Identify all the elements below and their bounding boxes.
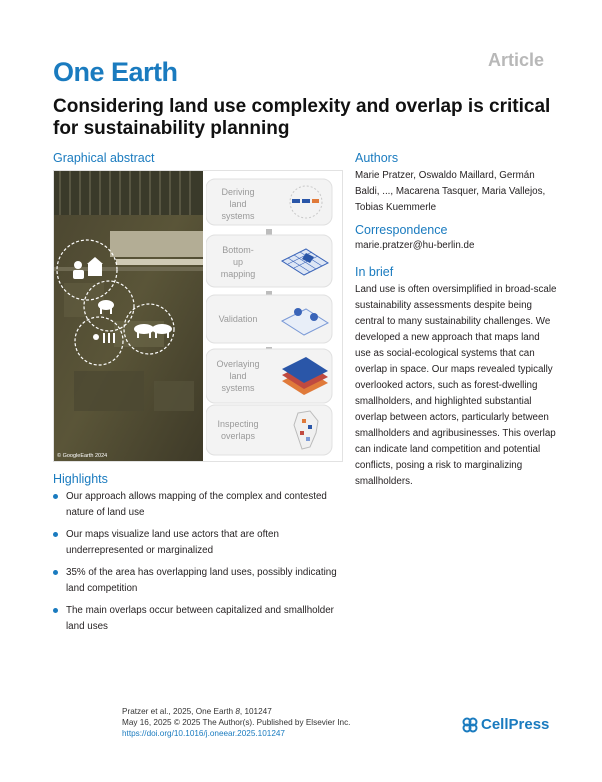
bullet-icon	[53, 494, 58, 499]
publisher-logo: CellPress	[462, 716, 549, 733]
highlight-item: The main overlaps occur between capitalized and smallholder land uses	[53, 603, 338, 635]
citation-footer	[122, 706, 350, 739]
svg-text:Validation: Validation	[218, 314, 258, 324]
graphical-abstract	[53, 170, 343, 462]
svg-text:systems: systems	[221, 211, 255, 221]
copyright-line: May 16, 2025 © 2025 The Author(s). Published by Elsevier Inc.	[122, 718, 351, 727]
svg-text:Overlaying: Overlaying	[216, 359, 260, 369]
svg-text:systems: systems	[221, 383, 255, 393]
in-brief-text: Land use is often oversimplified in broad-scale sustainability assessments despite being central to many sustainability challenges. We developed a new approach that maps land use as social-ecological systems that can overlap in space. Our maps revealed typically overlooked actors, such as forest-dwelling smallholders, and highlighted substantial overlap between actors, particularly between smallholders and agribusinesses. This overlap can indicate land competition and potential conflicts, posing a risk to marginalizing smallholders.	[355, 284, 557, 487]
highlight-item: Our approach allows mapping of the complex and contested nature of land use	[53, 489, 338, 521]
article-title: Considering land use complexity and overlap is critical for sustainability planning	[53, 96, 551, 139]
highlight-item: 35% of the area has overlapping land uses, possibly indicating land competition	[53, 565, 338, 597]
svg-text:up: up	[232, 257, 244, 267]
doi-link[interactable]: https://doi.org/10.1016/j.oneear.2025.101247	[122, 729, 285, 738]
svg-text:land: land	[229, 199, 247, 209]
highlight-item: Our maps visualize land use actors that are often underrepresented or marginalized	[53, 527, 338, 559]
cellpress-logo-icon	[462, 717, 478, 733]
highlights-heading: Highlights	[53, 472, 108, 486]
bullet-icon	[53, 532, 58, 537]
satellite-image	[54, 171, 203, 462]
correspondence-heading: Correspondence	[355, 223, 448, 237]
correspondence-email[interactable]: marie.pratzer@hu-berlin.de	[355, 240, 475, 251]
authors-heading: Authors	[355, 151, 399, 165]
svg-text:Bottom-: Bottom-	[222, 245, 254, 255]
bullet-icon	[53, 570, 58, 575]
svg-text:overlaps: overlaps	[220, 431, 256, 441]
workflow-steps	[206, 171, 343, 462]
journal-title: One Earth	[53, 57, 178, 87]
highlights-list	[53, 489, 338, 641]
bullet-icon	[53, 608, 58, 613]
article-type-tag: Article	[487, 50, 544, 70]
svg-text:land: land	[229, 371, 247, 381]
svg-text:Deriving: Deriving	[221, 187, 255, 197]
image-credit: © GoogleEarth 2024	[57, 453, 108, 459]
svg-text:Inspecting: Inspecting	[217, 419, 259, 429]
citation-line: Pratzer et al., 2025, One Earth 8, 101247	[122, 707, 272, 716]
in-brief-heading: In brief	[355, 265, 394, 279]
authors-list: Marie Pratzer, Oswaldo Maillard, Germán Baldi, ..., Macarena Tasquer, Maria Vallejos, Tobias Kuemmerle	[355, 170, 546, 213]
svg-text:mapping: mapping	[220, 269, 256, 279]
graphical-abstract-heading: Graphical abstract	[53, 151, 155, 165]
